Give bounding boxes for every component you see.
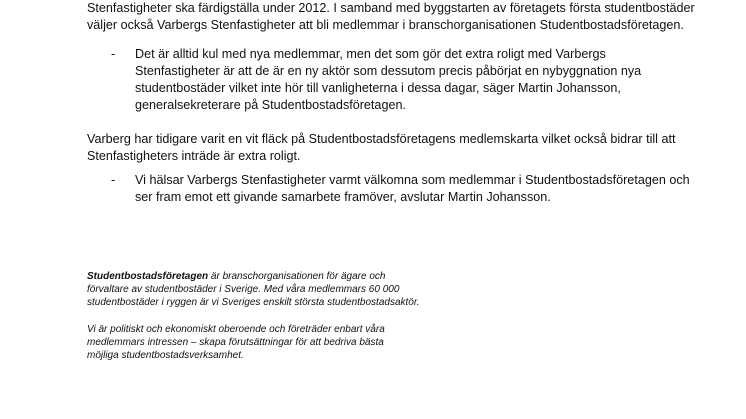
about-paragraph-2 xyxy=(87,323,507,362)
about-line: Vi är politiskt och ekonomiskt oberoende och företräder enbart våra xyxy=(87,324,385,335)
middle-line: Stenfastigheters inträde är extra roligt. xyxy=(87,149,301,163)
quote-bullet-2 xyxy=(87,172,690,208)
quote-bullet-1 xyxy=(87,46,687,116)
about-paragraph xyxy=(87,270,507,309)
quote-line: Det är alltid kul med nya medlemmar, men det som gör det extra roligt med Varbergs xyxy=(135,47,606,61)
quote-line: ser fram emot ett givande samarbete framöver, avslutar Martin Johansson. xyxy=(135,190,551,204)
intro-paragraph xyxy=(87,0,695,34)
about-line: förvaltare av studentbostäder i Sverige. Med våra medlemmars 60 000 xyxy=(87,284,400,295)
intro-line: Stenfastigheter ska färdigställa under 2012. I samband med byggstarten av företagets första studentbostäder xyxy=(87,1,695,15)
quote-text xyxy=(135,172,690,206)
intro-line: väljer också Varbergs Stenfastigheter att bli medlemmar i branschorganisationen Studentbostadsföretagen. xyxy=(87,18,684,32)
org-name: Studentbostadsföretagen xyxy=(87,271,209,282)
bullet-dash: - xyxy=(111,173,116,187)
bullet-dash: - xyxy=(111,47,116,61)
quote-line: studentbostäder vilket inte hör till vanligheterna i dessa dagar, säger Martin Johansson, xyxy=(135,81,621,95)
about-line: medlemmars intressen – skapa förutsättningar för att bedriva bästa xyxy=(87,337,384,348)
quote-line: Vi hälsar Varbergs Stenfastigheter varmt välkomna som medlemmar i Studentbostadsföretagen och xyxy=(135,173,690,187)
about-line-rest: är branschorganisationen för ägare och xyxy=(208,271,386,282)
middle-paragraph xyxy=(87,131,687,165)
about-line: möjliga studentbostadsverksamhet. xyxy=(87,350,244,361)
about-line: studentbostäder i ryggen är vi Sveriges enskilt största studentbostadsaktör. xyxy=(87,297,420,308)
middle-line: Varberg har tidigare varit en vit fläck på Studentbostadsföretagens medlemskarta vilket också bidrar till att xyxy=(87,132,676,146)
quote-line: Stenfastigheter är att de är en ny aktör som dessutom precis påbörjat en nybyggnation nya xyxy=(135,64,642,78)
about-line xyxy=(87,270,507,283)
quote-line: generalsekreterare på Studentbostadsföretagen. xyxy=(135,98,406,112)
quote-text xyxy=(135,46,641,114)
